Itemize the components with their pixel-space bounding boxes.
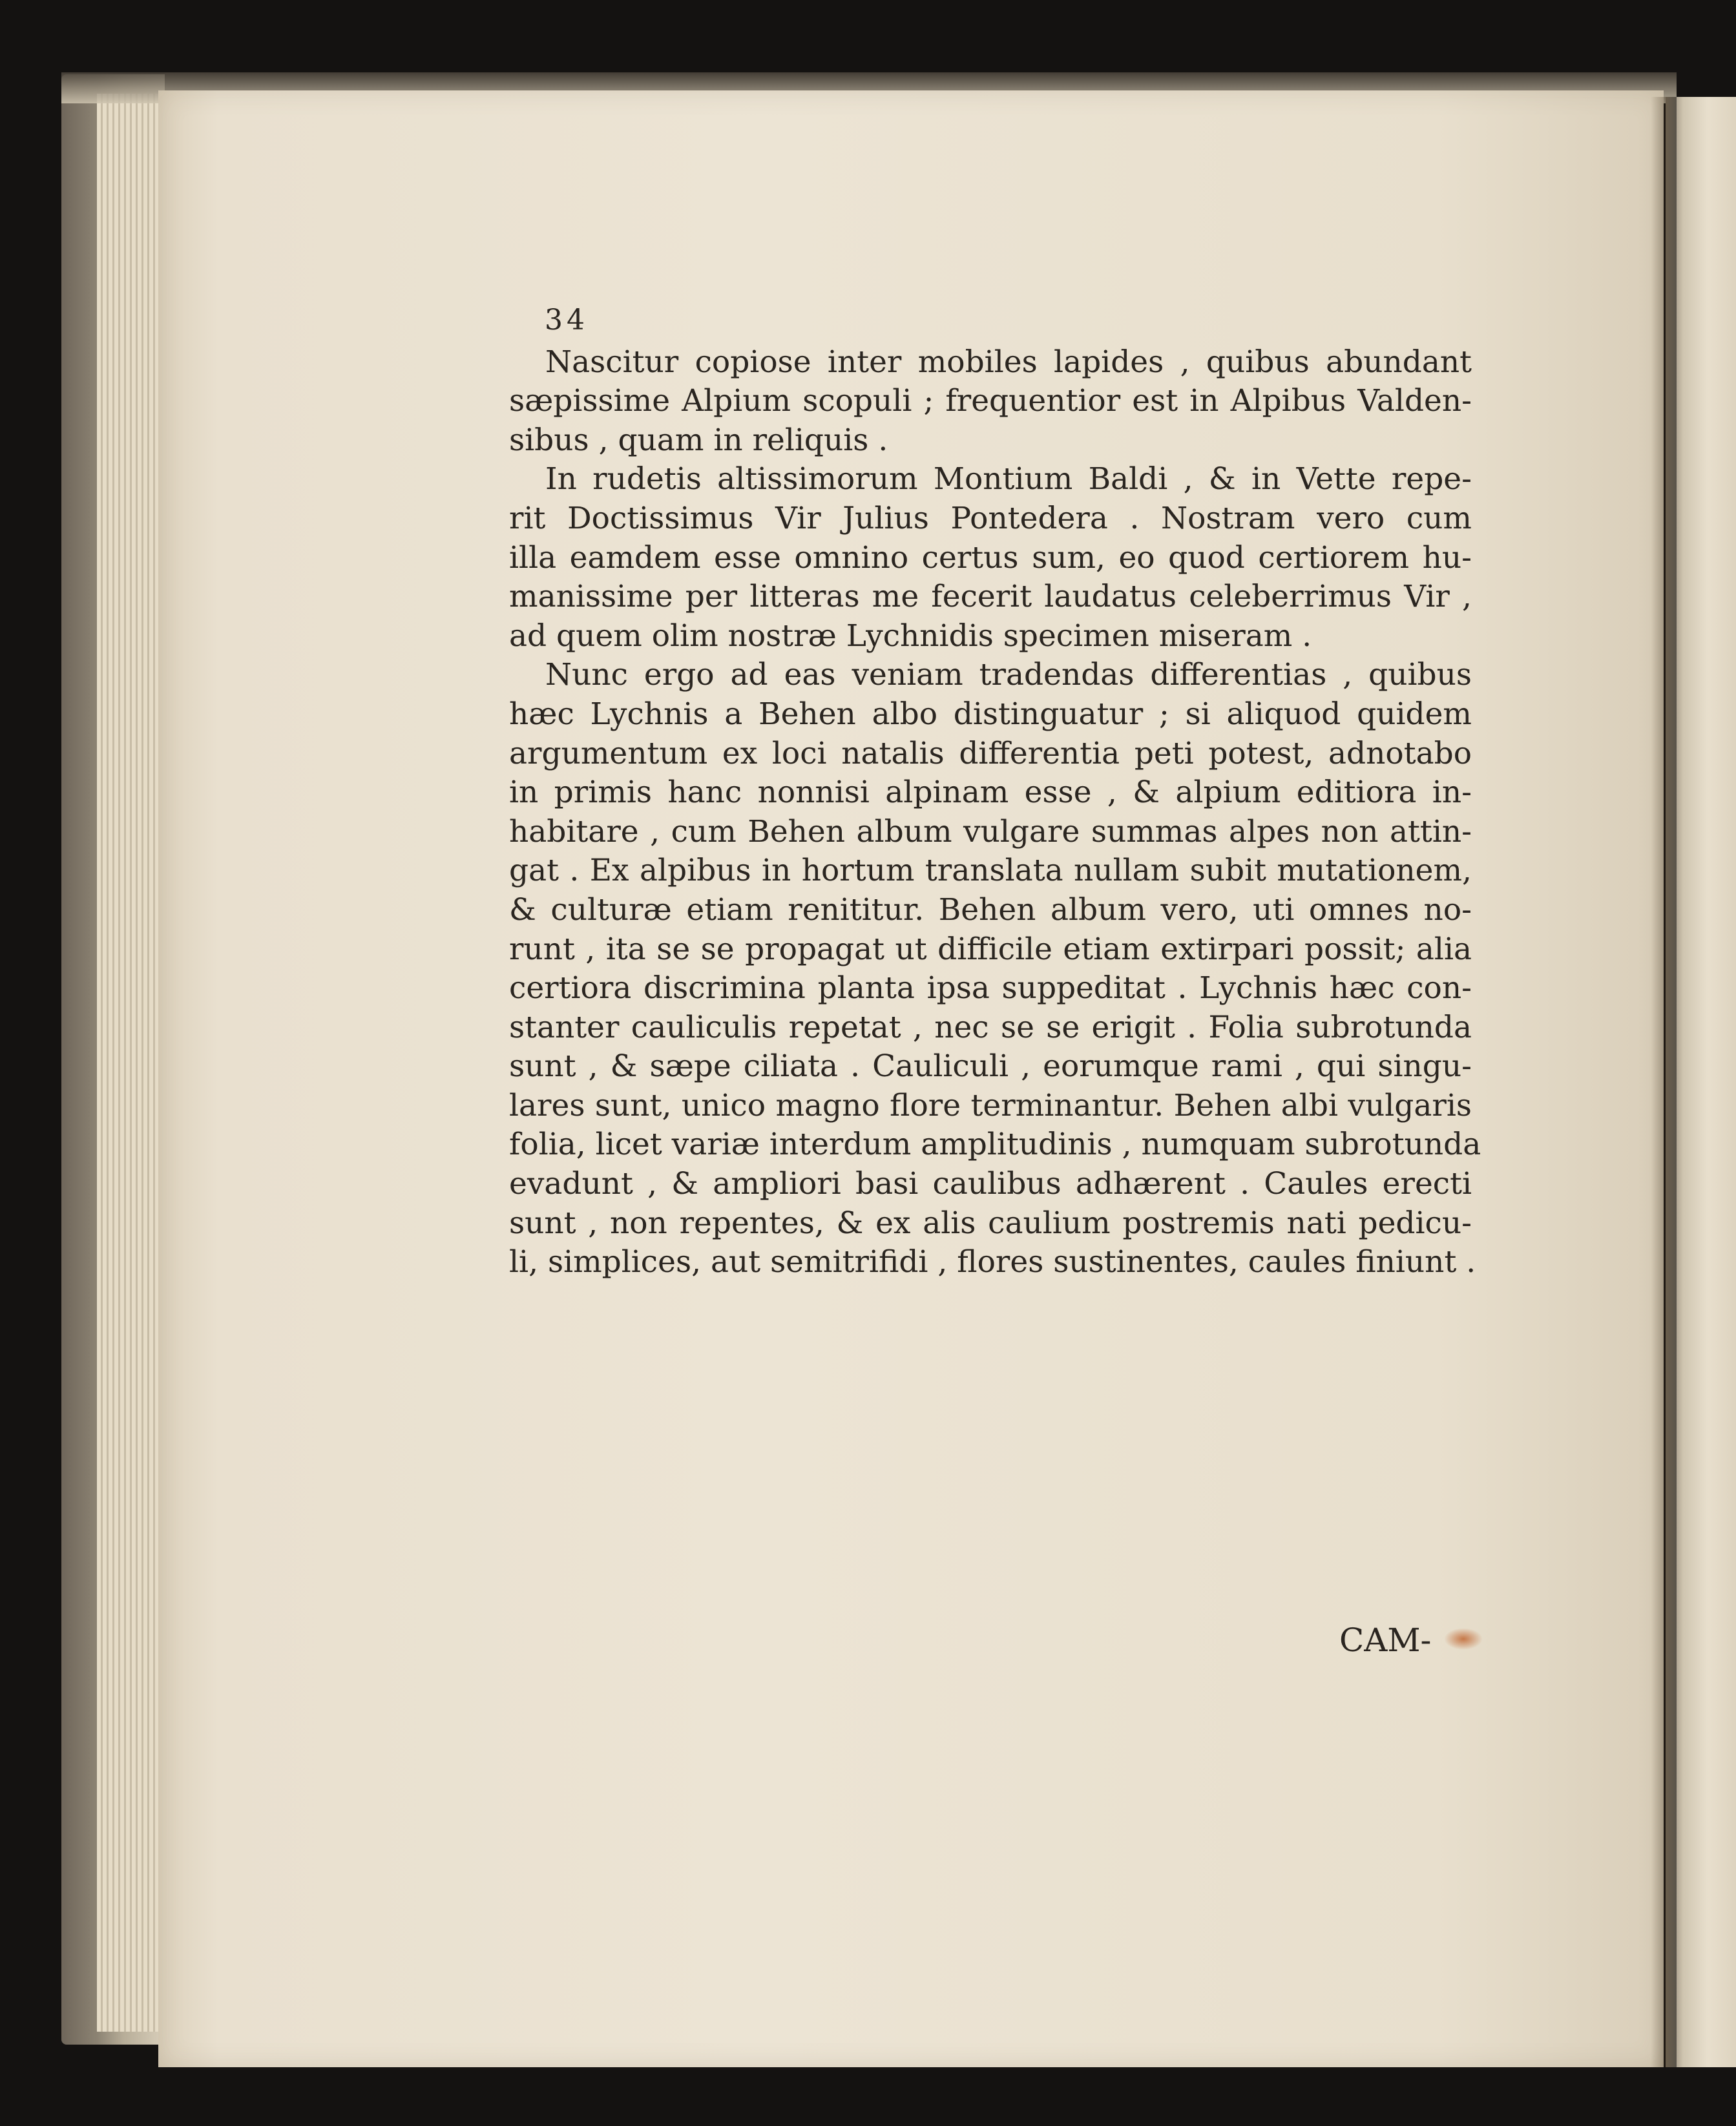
text-line: gat . Ex alpibus in hortum translata nullam subit mutationem, [509,853,1472,889]
text-line: evadunt , & ampliori basi caulibus adhærent . Caules erecti [509,1166,1472,1202]
text-line: rit Doctissimus Vir Julius Pontedera . Nostram vero cum [509,500,1472,536]
text-line: folia, licet variæ interdum amplitudinis , numquam subrotunda [509,1127,1481,1163]
paper-stain [1444,1628,1483,1650]
text-line: Nascitur copiose inter mobiles lapides , quibus abundant [545,344,1472,380]
page-number: 34 [545,304,589,337]
text-line: Nunc ergo ad eas veniam tradendas differentias , quibus [545,657,1472,693]
text-line: hæc Lychnis a Behen albo distinguatur ; si aliquod quidem [509,696,1472,732]
text-line: sibus , quam in reliquis . [509,422,888,458]
text-line: in primis hanc nonnisi alpinam esse , & alpium editiora in- [509,775,1472,811]
text-line: illa eamdem esse omnino certus sum, eo quod certiorem hu- [509,539,1472,576]
text-line: sæpissime Alpium scopuli ; frequentior est in Alpibus Valden- [509,383,1472,419]
text-line: runt , ita se se propagat ut difficile etiam extirpari possit; alia [509,931,1472,967]
page-gutter [1651,97,1677,2067]
text-line: ad quem olim nostræ Lychnidis specimen miseram . [509,618,1312,654]
text-line: sunt , non repentes, & ex alis caulium postremis nati pedicu- [509,1205,1472,1241]
text-line: In rudetis altissimorum Montium Baldi , & in Vette repe- [545,461,1472,497]
body-text [509,304,1481,1282]
catchword: CAM- [1339,1621,1432,1659]
text-line: habitare , cum Behen album vulgare summas alpes non attin- [509,813,1472,849]
text-line: manissime per litteras me fecerit laudatus celeberrimus Vir , [509,579,1472,615]
text-line: & culturæ etiam renititur. Behen album vero, uti omnes no- [509,891,1472,928]
text-line [509,304,1472,343]
text-line: certiora discrimina planta ipsa suppeditat . Lychnis hæc con- [509,970,1472,1006]
text-line: lares sunt, unico magno flore terminantur. Behen albi vulgaris [509,1087,1472,1123]
text-line: li, simplices, aut semitrifidi , flores sustinentes, caules finiunt . [509,1244,1476,1280]
text-line: stanter cauliculis repetat , nec se se erigit . Folia subrotunda [509,1009,1472,1045]
text-line: sunt , & sæpe ciliata . Cauliculi , eorumque rami , qui singu- [509,1048,1472,1085]
text-line: argumentum ex loci natalis differentia peti potest, adnotabo [509,735,1472,771]
